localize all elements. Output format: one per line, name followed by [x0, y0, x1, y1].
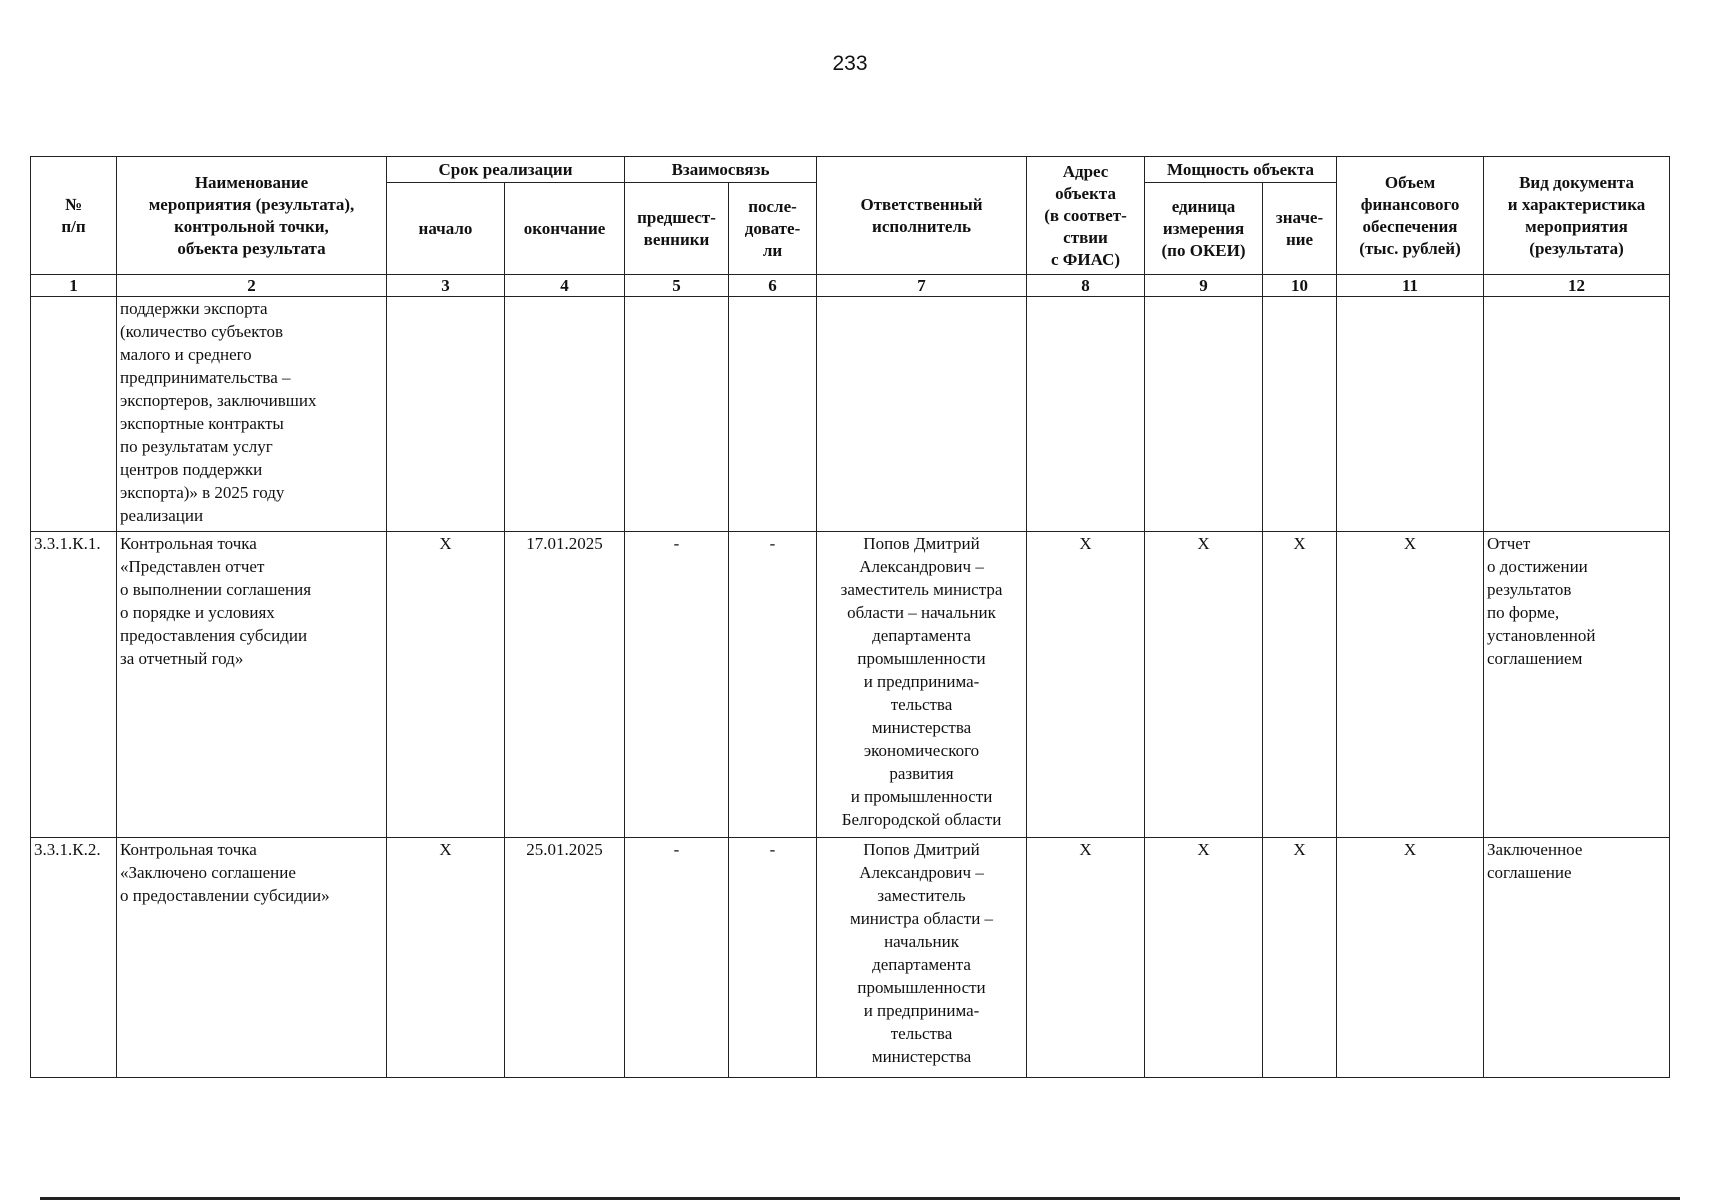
row-end: 25.01.2025 [505, 838, 625, 1078]
header-unit: единица измерения (по ОКЕИ) [1145, 183, 1263, 275]
column-number-cell: 3 [387, 275, 505, 297]
header-responsible: Ответственный исполнитель [817, 157, 1027, 275]
column-number-cell: 1 [31, 275, 117, 297]
header-group-term: Срок реализации [387, 157, 625, 183]
row-number: 3.3.1.К.1. [31, 532, 117, 838]
row-number: 3.3.1.К.2. [31, 838, 117, 1078]
row-finance [1337, 297, 1484, 532]
row-responsible: Попов Дмитрий Александрович – заместитель министра области – начальник департамента промышленности и предпринима- тельства министерства [817, 838, 1027, 1078]
row-end: 17.01.2025 [505, 532, 625, 838]
row-successors [729, 297, 817, 532]
row-name: Контрольная точка «Заключено соглашение о предоставлении субсидии» [117, 838, 387, 1078]
row-address: Х [1027, 838, 1145, 1078]
row-end [505, 297, 625, 532]
row-responsible [817, 297, 1027, 532]
row-responsible: Попов Дмитрий Александрович – заместитель министра области – начальник департамента промышленности и предпринима- тельства министерства экономического развития и промышленности Белгородской области [817, 532, 1027, 838]
column-number-cell: 12 [1484, 275, 1670, 297]
row-document: Заключенное соглашение [1484, 838, 1670, 1078]
row-start: Х [387, 838, 505, 1078]
row-predecessors [625, 297, 729, 532]
plan-table [30, 156, 1670, 1078]
row-start: Х [387, 532, 505, 838]
header-predecessors: предшест- венники [625, 183, 729, 275]
header-value: значе- ние [1263, 183, 1337, 275]
header-start: начало [387, 183, 505, 275]
row-address: Х [1027, 532, 1145, 838]
column-number-cell: 2 [117, 275, 387, 297]
row-predecessors: - [625, 838, 729, 1078]
header-successors: после- довате- ли [729, 183, 817, 275]
row-document [1484, 297, 1670, 532]
row-predecessors: - [625, 532, 729, 838]
row-successors: - [729, 532, 817, 838]
column-number-cell: 4 [505, 275, 625, 297]
row-value: Х [1263, 838, 1337, 1078]
row-finance: Х [1337, 838, 1484, 1078]
row-value [1263, 297, 1337, 532]
column-number-cell: 5 [625, 275, 729, 297]
column-number-cell: 11 [1337, 275, 1484, 297]
row-number [31, 297, 117, 532]
row-unit: Х [1145, 532, 1263, 838]
column-number-cell: 9 [1145, 275, 1263, 297]
header-document: Вид документа и характеристика мероприятия (результата) [1484, 157, 1670, 275]
header-number: № п/п [31, 157, 117, 275]
row-successors: - [729, 838, 817, 1078]
header-group-power: Мощность объекта [1145, 157, 1337, 183]
row-value: Х [1263, 532, 1337, 838]
table-row [31, 532, 1670, 838]
header-group-relation: Взаимосвязь [625, 157, 817, 183]
table-row [31, 297, 1670, 532]
column-number-cell: 10 [1263, 275, 1337, 297]
column-number-cell: 8 [1027, 275, 1145, 297]
row-address [1027, 297, 1145, 532]
column-number-cell: 6 [729, 275, 817, 297]
row-unit [1145, 297, 1263, 532]
row-name: Контрольная точка «Представлен отчет о выполнении соглашения о порядке и условиях предоставления субсидии за отчетный год» [117, 532, 387, 838]
header-finance: Объем финансового обеспечения (тыс. рублей) [1337, 157, 1484, 275]
column-number-cell: 7 [817, 275, 1027, 297]
header-end: окончание [505, 183, 625, 275]
row-start [387, 297, 505, 532]
table-row [31, 838, 1670, 1078]
row-name: поддержки экспорта (количество субъектов малого и среднего предпринимательства – экспортеров, заключивших экспортные контракты по результатам услуг центров поддержки экспорта)» в 2025 году реализации [117, 297, 387, 532]
row-finance: Х [1337, 532, 1484, 838]
row-document: Отчет о достижении результатов по форме, установленной соглашением [1484, 532, 1670, 838]
header-name: Наименование мероприятия (результата), контрольной точки, объекта результата [117, 157, 387, 275]
page-number: 233 [832, 52, 868, 75]
row-unit: Х [1145, 838, 1263, 1078]
header-address: Адрес объекта (в соответ- ствии с ФИАС) [1027, 157, 1145, 275]
